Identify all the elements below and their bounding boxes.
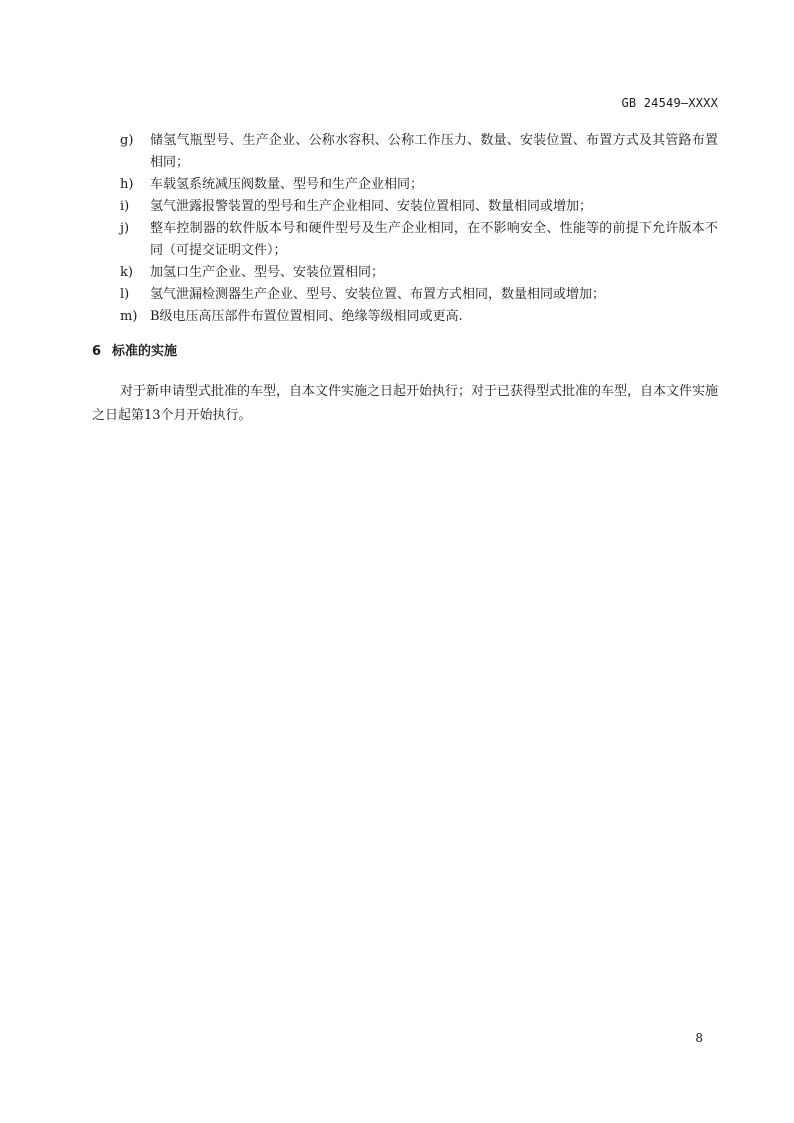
list-marker: m) — [120, 309, 138, 324]
list-item-text: 氢气泄露报警装置的型号和生产企业相同、安装位置相同、数量相同或增加； — [150, 199, 593, 214]
list-marker: l) — [120, 287, 130, 302]
list-marker: j) — [120, 221, 130, 236]
list-item — [120, 130, 718, 174]
list-item — [120, 262, 718, 284]
list-item-text: B级电压高压部件布置位置相同、绝缘等级相同或更高. — [150, 309, 463, 324]
section-number: 6 — [92, 344, 102, 359]
requirements-list — [120, 130, 718, 328]
list-item-text: 氢气泄漏检测器生产企业、型号、安装位置、布置方式相同，数量相同或增加； — [150, 287, 606, 302]
list-item — [120, 306, 718, 328]
list-item-text: 车载氢系统减压阀数量、型号和生产企业相同； — [150, 177, 424, 192]
list-item-text: 储氢气瓶型号、生产企业、公称水容积、公称工作压力、数量、安装位置、布置方式及其管路布置相同； — [150, 133, 718, 170]
page-number: 8 — [695, 1031, 703, 1045]
section-heading — [92, 341, 177, 363]
list-marker: i) — [120, 199, 130, 214]
list-marker: h) — [120, 177, 134, 192]
list-item — [120, 218, 718, 262]
list-marker: k) — [120, 265, 133, 280]
document-code: GB 24549—XXXX — [621, 96, 718, 110]
section-paragraph: 对于新申请型式批准的车型，自本文件实施之日起开始执行；对于已获得型式批准的车型，自本文件实施之日起第13个月开始执行。 — [92, 384, 719, 423]
list-item — [120, 174, 718, 196]
list-item — [120, 284, 718, 306]
list-marker: g) — [120, 133, 134, 148]
list-item — [120, 196, 718, 218]
section-title: 标准的实施 — [112, 344, 178, 359]
list-item-text: 整车控制器的软件版本号和硬件型号及生产企业相同，在不影响安全、性能等的前提下允许版本不同（可提交证明文件）； — [150, 221, 718, 258]
list-item-text: 加氢口生产企业、型号、安装位置相同； — [150, 265, 385, 280]
